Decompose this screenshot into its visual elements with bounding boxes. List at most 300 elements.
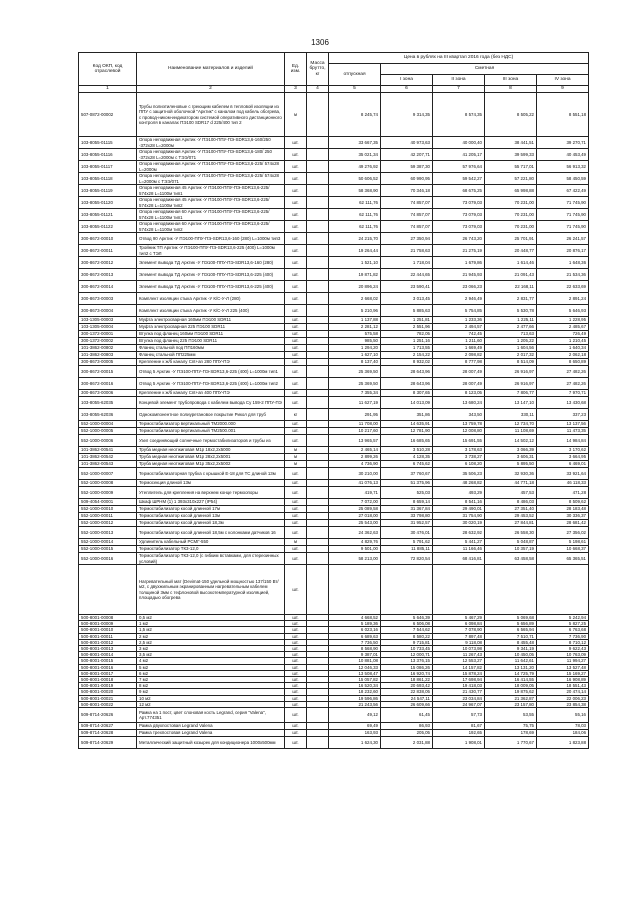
row-unit: шт. [285, 621, 307, 627]
row-code: 552-1000-00015 [79, 546, 137, 553]
header-zone-1: I зона [381, 75, 433, 86]
row-name: Термосекция длиной 13м [137, 480, 285, 487]
table-row [79, 454, 589, 461]
row-price-zone-3: 178,69 [485, 730, 537, 737]
row-price-release: 58 213,00 [329, 553, 381, 565]
row-mass [307, 565, 329, 615]
table-row [79, 546, 589, 553]
row-code: 552-1000-00008 [79, 480, 137, 487]
row-price-zone-2: 9 118,08 [433, 639, 485, 645]
row-mass [307, 409, 329, 421]
row-code: 300-8672-00015 [79, 366, 137, 378]
table-row [79, 324, 589, 331]
row-price-zone-4: 8 710,12 [537, 639, 589, 645]
row-price-zone-1: 12 000,71 [381, 652, 433, 658]
row-price-zone-4: 7 970,71 [537, 390, 589, 397]
row-price-zone-4: 58 450,59 [537, 173, 589, 185]
row-unit: шт. [285, 723, 307, 730]
row-price-release: 41 076,13 [329, 480, 381, 487]
row-price-release: 7 072,00 [329, 499, 381, 506]
row-price-zone-1: 59 387,30 [381, 161, 433, 173]
row-price-zone-3: 53,55 [485, 708, 537, 723]
row-price-zone-1: 37 760,67 [381, 468, 433, 480]
row-price-zone-1: 74 857,07 [381, 221, 433, 233]
row-price-zone-3: 29 453,52 [485, 513, 537, 520]
table-row [79, 378, 589, 390]
row-code: 103-8055-01115 [79, 137, 137, 149]
row-code: 300-8672-00011 [79, 245, 137, 257]
row-price-zone-4: 726,49 [537, 331, 589, 338]
row-unit: м [285, 454, 307, 461]
row-price-zone-1: 5 646,39 [381, 615, 433, 621]
row-unit: шт. [285, 209, 307, 221]
row-unit: шт. [285, 173, 307, 185]
row-price-release: 20 896,24 [329, 281, 381, 293]
row-price-zone-1: 1 713,55 [381, 345, 433, 352]
row-price-zone-2: 19 418,03 [433, 683, 485, 689]
row-price-zone-4: 8 650,89 [537, 359, 589, 366]
row-price-release: 25 369,50 [329, 366, 381, 378]
row-unit: шт. [285, 506, 307, 513]
row-price-zone-4: 13 430,68 [537, 397, 589, 409]
row-price-release: 7 355,34 [329, 390, 381, 397]
row-price-zone-4: 7 736,90 [537, 633, 589, 639]
row-price-zone-3: 10 450,05 [485, 652, 537, 658]
row-price-zone-1: 21 758,63 [381, 245, 433, 257]
row-price-zone-4: 5 242,94 [537, 615, 589, 621]
row-unit: шт. [285, 730, 307, 737]
row-price-zone-2: 1 908,01 [433, 737, 485, 749]
row-price-release: 4 829,76 [329, 539, 381, 546]
row-price-zone-4: 3 170,62 [537, 447, 589, 454]
row-name: Термостабилизатор вертикальный ТМ2000.000 [137, 421, 285, 428]
row-price-zone-3: 9 341,19 [485, 646, 537, 652]
row-code: 552-1000-00010 [79, 506, 137, 513]
row-price-release: 8 568,90 [329, 646, 381, 652]
table-row [79, 428, 589, 435]
row-price-release: 33 667,35 [329, 137, 381, 149]
row-price-zone-3: 1 770,67 [485, 737, 537, 749]
table-row [79, 269, 589, 281]
row-price-release [329, 565, 381, 615]
row-price-release: 19 871,82 [329, 269, 381, 281]
row-unit: шт. [285, 615, 307, 621]
row-mass [307, 324, 329, 331]
row-price-release: 10 881,08 [329, 658, 381, 664]
table-row [79, 527, 589, 539]
row-price-zone-4: 13 137,56 [537, 421, 589, 428]
row-unit: кг [285, 409, 307, 421]
row-price-zone-4: 33 921,64 [537, 468, 589, 480]
header-zone-3: III зона [485, 75, 537, 86]
row-price-zone-4: 8 509,62 [537, 499, 589, 506]
row-price-zone-4: 15 169,27 [537, 670, 589, 676]
row-mass [307, 461, 329, 468]
row-price-zone-4: 1 228,95 [537, 317, 589, 324]
row-code: 552-1000-00007 [79, 468, 137, 480]
row-price-zone-1: 42 207,71 [381, 149, 433, 161]
row-mass [307, 447, 329, 454]
row-price-zone-4: 2 485,67 [537, 324, 589, 331]
table-row [79, 233, 589, 245]
row-price-zone-2: 48 268,82 [433, 480, 485, 487]
row-price-release: 1 294,20 [329, 345, 381, 352]
row-name: 10 м2 [137, 695, 285, 701]
row-unit: шт. [285, 293, 307, 305]
row-price-zone-1: 14 635,91 [381, 421, 433, 428]
row-price-zone-2: 23 034,84 [433, 695, 485, 701]
row-name: Термостабилизатор ТК3-12,0 (с гибким вставками, для стереоинных условий) [137, 553, 285, 565]
row-price-zone-2: 73 079,03 [433, 209, 485, 221]
row-price-zone-4: 56 913,32 [537, 161, 589, 173]
row-price-zone-3: 57 221,80 [485, 173, 537, 185]
row-name: Термостабилизатор косой длинной 18,3м [137, 520, 285, 527]
row-mass [307, 487, 329, 499]
row-price-zone-2: 59 542,27 [433, 173, 485, 185]
header-zone-2: II зона [433, 75, 485, 86]
row-price-zone-1: 351,86 [381, 409, 433, 421]
row-price-zone-4: 22 633,69 [537, 281, 589, 293]
row-price-zone-2: 192,65 [433, 730, 485, 737]
row-price-zone-1: 3 013,45 [381, 293, 433, 305]
row-price-zone-2: 15 691,55 [433, 435, 485, 447]
table-row [79, 305, 589, 317]
row-price-zone-2: 29 490,01 [433, 506, 485, 513]
row-name: 9 м2 [137, 689, 285, 695]
row-price-zone-4: 1 823,88 [537, 737, 589, 749]
row-price-zone-4: 1 648,36 [537, 257, 589, 269]
row-price-zone-1: 782,05 [381, 331, 433, 338]
row-price-release: 2 465,14 [329, 447, 381, 454]
table-row [79, 539, 589, 546]
row-price-release: 35 021,34 [329, 149, 381, 161]
row-price-release: 1 624,30 [329, 737, 381, 749]
row-price-zone-1: 30 476,01 [381, 527, 433, 539]
row-price-release: 24 215,70 [329, 233, 381, 245]
row-unit: шт. [285, 197, 307, 209]
table-row [79, 173, 589, 185]
row-unit: шт. [285, 421, 307, 428]
row-price-zone-2: 8 123,05 [433, 390, 485, 397]
table-row [79, 345, 589, 352]
row-unit: шт. [285, 520, 307, 527]
row-price-zone-2: 17 698,94 [433, 677, 485, 683]
row-mass [307, 520, 329, 527]
row-mass [307, 331, 329, 338]
row-price-release: 6 023,16 [329, 627, 381, 633]
table-row [79, 421, 589, 428]
row-price-release: 25 543,00 [329, 520, 381, 527]
row-price-zone-3: 70 231,00 [485, 221, 537, 233]
row-price-zone-2: 13 680,24 [433, 397, 485, 409]
row-price-zone-3: 55 717,01 [485, 161, 537, 173]
table-row [79, 366, 589, 378]
row-price-release: 69,49 [329, 723, 381, 730]
row-price-zone-3: 26 916,97 [485, 378, 537, 390]
row-mass [307, 539, 329, 546]
row-name: Трубы полиэтиленовые с греющим кабелем в тепловой изоляции из ППУ с защитной оболочкой "Арктик" с каналом под кабель обогрева, с провод-ником-индикатором системой оперативного дистанционного контроля в каналах ПЭ100 SDR17 d 225/400 тип 2 [137, 93, 285, 137]
row-unit: шт. [285, 652, 307, 658]
row-price-zone-2: 68 416,81 [433, 553, 485, 565]
row-code: 103-8055-01116 [79, 149, 137, 161]
row-price-zone-3: 70 231,00 [485, 209, 537, 221]
row-price-release: 2 281,12 [329, 324, 381, 331]
row-price-zone-2: 10 073,98 [433, 646, 485, 652]
row-price-zone-3: 20 448,77 [485, 245, 537, 257]
table-row [79, 245, 589, 257]
table-row [79, 197, 589, 209]
row-name: Муфта электросварная 225 ПЭ100 SDR11 [137, 324, 285, 331]
row-code: 509-8714-20628 [79, 730, 137, 737]
row-code: 300-1372-00002 [79, 338, 137, 345]
row-code [79, 565, 137, 615]
row-mass [307, 390, 329, 397]
row-code: 300-8672-00012 [79, 257, 137, 269]
row-unit: шт. [285, 565, 307, 615]
row-mass [307, 185, 329, 197]
row-price-zone-1: 9 715,81 [381, 639, 433, 645]
row-price-zone-3: 8 455,48 [485, 639, 537, 645]
row-price-zone-2: 1 669,49 [433, 345, 485, 352]
row-code: 300-8672-00013 [79, 269, 137, 281]
row-name: Термостабилизаторная трубка с крышкой Е-18 для ТС длиной 13м [137, 468, 285, 480]
table-row [79, 221, 589, 233]
row-price-zone-3: 38 441,51 [485, 137, 537, 149]
col-number: 6 [381, 86, 433, 93]
row-price-zone-3: 44 771,18 [485, 480, 537, 487]
row-price-zone-3: 3 066,39 [485, 447, 537, 454]
row-price-zone-2: 21 430,77 [433, 689, 485, 695]
row-price-zone-1: 1 251,81 [381, 317, 433, 324]
row-price-zone-3: 6 565,94 [485, 627, 537, 633]
row-price-zone-3: 5 530,78 [485, 305, 537, 317]
row-price-release: 30 210,00 [329, 468, 381, 480]
row-code: 552-1000-00004 [79, 421, 137, 428]
row-price-zone-1: 4 128,35 [381, 454, 433, 461]
row-unit: м [285, 93, 307, 137]
row-price-zone-2: 81,67 [433, 723, 485, 730]
row-name: Отвод 5 Арктик -У ПЭ100-ППУ-ПЭ-SDR13,6-225 (400) L=1000м тип1 [137, 366, 285, 378]
row-unit: шт. [285, 397, 307, 409]
row-price-zone-2: 5 441,27 [433, 539, 485, 546]
row-unit: шт. [285, 737, 307, 749]
row-code: 500-8001-00010 [79, 627, 137, 633]
row-mass [307, 257, 329, 269]
row-price-zone-3: 65 998,88 [485, 185, 537, 197]
row-price-zone-2: 14 157,82 [433, 664, 485, 670]
row-unit: шт. [285, 324, 307, 331]
row-price-zone-1: 12 781,90 [381, 428, 433, 435]
row-code: 300-8673-00004 [79, 305, 137, 317]
row-price-release: 50 606,52 [329, 173, 381, 185]
row-name: Отвод 5 Арктик -У ПЭ100-ППУ-ПЭ-SDR13,6-225 (400) L=1000м тип2 [137, 378, 285, 390]
row-price-release: 13 965,57 [329, 435, 381, 447]
row-price-zone-2: 13 759,78 [433, 421, 485, 428]
row-price-zone-2: 57 976,64 [433, 161, 485, 173]
row-unit: шт. [285, 658, 307, 664]
row-code: 300-8673-00003 [79, 293, 137, 305]
row-price-zone-4: 78,03 [537, 723, 589, 730]
row-price-zone-2: 68 675,25 [433, 185, 485, 197]
row-name: Термостабилизатор ТК3-12,0 [137, 546, 285, 553]
row-mass [307, 161, 329, 173]
header-name: Наименование материалов и изделий [137, 53, 285, 86]
row-code: 500-8001-00015 [79, 658, 137, 664]
row-price-zone-3: 8 505,22 [485, 93, 537, 137]
row-price-zone-1: 28 643,96 [381, 366, 433, 378]
row-unit: шт. [285, 499, 307, 506]
row-price-zone-2: 40 000,40 [433, 137, 485, 149]
row-price-zone-1: 6 506,08 [381, 621, 433, 627]
row-price-release: 62 111,76 [329, 221, 381, 233]
row-code: 500-8001-00014 [79, 652, 137, 658]
table-row [79, 257, 589, 269]
row-unit: шт. [285, 633, 307, 639]
row-mass [307, 397, 329, 409]
row-price-zone-1: 7 544,62 [381, 627, 433, 633]
row-price-zone-2: 493,29 [433, 487, 485, 499]
row-unit: шт. [285, 281, 307, 293]
row-unit: шт. [285, 390, 307, 397]
row-unit: шт. [285, 338, 307, 345]
row-code: 101-3862-00542 [79, 454, 137, 461]
row-price-zone-2: 8 777,98 [433, 359, 485, 366]
row-code: 101-3862-00541 [79, 447, 137, 454]
row-price-zone-1: 15 086,26 [381, 664, 433, 670]
row-mass [307, 527, 329, 539]
row-name: Втулка под фланец 225 ПЭ100 SDR11 [137, 338, 285, 345]
table-row [79, 161, 589, 173]
row-unit: шт. [285, 677, 307, 683]
table-row [79, 499, 589, 506]
row-name: 3 м2 [137, 646, 285, 652]
row-unit: шт. [285, 701, 307, 707]
row-price-zone-2: 73 079,03 [433, 221, 485, 233]
row-code: 300-8673-00006 [79, 390, 137, 397]
row-price-zone-3: 5 895,50 [485, 461, 537, 468]
row-price-zone-4: 27 482,26 [537, 366, 589, 378]
row-code: 101-3862-00803 [79, 352, 137, 359]
row-unit: шт. [285, 435, 307, 447]
row-name: 1,5 м2 [137, 627, 285, 633]
row-unit: м [285, 461, 307, 468]
row-price-zone-1: 24 547,11 [381, 695, 433, 701]
row-name: Опора неподвижная 60 Арктик -У ПЭ100-ППУ-ПЭ-SDR13,6-225/ 574х28 L=1100м тип1 [137, 209, 285, 221]
row-price-release: 18 232,60 [329, 689, 381, 695]
row-mass [307, 209, 329, 221]
row-price-zone-1: 2 551,96 [381, 324, 433, 331]
row-price-zone-3: 330,11 [485, 409, 537, 421]
row-mass [307, 421, 329, 428]
col-number: 9 [537, 86, 589, 93]
row-mass [307, 553, 329, 565]
row-code: 500-8001-00016 [79, 664, 137, 670]
row-unit: шт. [285, 257, 307, 269]
row-price-zone-3: 13 131,20 [485, 664, 537, 670]
table-row [79, 565, 589, 615]
row-mass [307, 708, 329, 723]
row-price-zone-3: 457,53 [485, 487, 537, 499]
row-price-zone-4: 10 668,37 [537, 546, 589, 553]
row-mass [307, 281, 329, 293]
row-price-zone-3: 5 069,68 [485, 615, 537, 621]
row-code: 509-4054-00001 [79, 499, 137, 506]
row-code: 103-1305-00003 [79, 317, 137, 324]
table-row [79, 185, 589, 197]
row-price-release: 5 189,36 [329, 621, 381, 627]
row-price-zone-2: 23 066,23 [433, 281, 485, 293]
row-name: Термостабилизатор косой длинной 13м [137, 513, 285, 520]
row-name: Тройник ТП Арктик -У ПЭ100-ППУ-ПЭ-SDR13,6-225 (400) L=1000м тип2 с ТЭЛ [137, 245, 285, 257]
row-price-zone-2: 35 506,23 [433, 468, 485, 480]
row-name: Труба медная неотжиговая М1р 28х2,2х5001 [137, 454, 285, 461]
row-price-zone-4: 40 453,49 [537, 149, 589, 161]
row-price-release: 4 736,90 [329, 461, 381, 468]
row-price-zone-3: 14 502,12 [485, 435, 537, 447]
row-price-zone-4: 65 365,51 [537, 553, 589, 565]
row-price-zone-1: 20 693,42 [381, 683, 433, 689]
row-code: 300-8673-00005 [79, 359, 137, 366]
row-name: Втулка под фланец 160мм ПЭ100 SDR11 [137, 331, 285, 338]
row-name: Опора неподвижная Арктик -У ПЭ100-ППУ-ПЭ-SDR13,6-180/ 250 -372х28 L=2000м с ТЭЭ/071 [137, 149, 285, 161]
row-price-zone-3 [485, 565, 537, 615]
row-unit: шт. [285, 468, 307, 480]
row-code: 500-8001-00018 [79, 677, 137, 683]
row-price-release: 291,95 [329, 409, 381, 421]
row-price-zone-4: 18 551,43 [537, 683, 589, 689]
table-row [79, 390, 589, 397]
row-name: Элемент вывода ТД Арктик -У ПЭ100-ППУ-ПЭ-SDR13,6-225 (400) [137, 281, 285, 293]
row-price-zone-2: 3 178,63 [433, 447, 485, 454]
row-price-zone-1: 8 659,14 [381, 499, 433, 506]
row-price-zone-4 [537, 565, 589, 615]
row-mass [307, 454, 329, 461]
row-code: 103-8055-01117 [79, 161, 137, 173]
row-price-zone-2: 1 679,86 [433, 257, 485, 269]
row-price-release: 1 137,88 [329, 317, 381, 324]
row-price-release: 27 018,00 [329, 513, 381, 520]
row-mass [307, 149, 329, 161]
row-price-zone-4: 30 336,37 [537, 513, 589, 520]
table-row [79, 480, 589, 487]
row-mass [307, 233, 329, 245]
row-code: 509-8714-20629 [79, 737, 137, 749]
row-price-zone-3: 3 606,31 [485, 454, 537, 461]
header-release: отпускная [329, 64, 381, 86]
row-price-zone-1: 14 013,09 [381, 397, 433, 409]
row-code: 552-1000-00011 [79, 513, 137, 520]
row-unit: шт. [285, 233, 307, 245]
row-mass [307, 137, 329, 149]
row-code: 552-1000-00016 [79, 553, 137, 565]
row-unit: шт. [285, 683, 307, 689]
table-row [79, 93, 589, 137]
row-price-zone-3: 2 477,66 [485, 324, 537, 331]
row-code: 500-8001-00017 [79, 670, 137, 676]
row-price-zone-1: 70 346,18 [381, 185, 433, 197]
row-code: 103-8055-01121 [79, 209, 137, 221]
row-price-zone-3: 12 734,70 [485, 421, 537, 428]
row-price-zone-2: 28 007,49 [433, 378, 485, 390]
row-price-zone-2: 12 553,27 [433, 658, 485, 664]
row-name: Термостабилизатор вертикальный ТМ2500.001 [137, 428, 285, 435]
row-mass [307, 93, 329, 137]
col-number: 8 [485, 86, 537, 93]
table-row [79, 513, 589, 520]
row-price-release: 9 387,01 [329, 652, 381, 658]
row-price-zone-4: 14 984,84 [537, 435, 589, 447]
row-price-zone-3: 11 642,61 [485, 658, 537, 664]
